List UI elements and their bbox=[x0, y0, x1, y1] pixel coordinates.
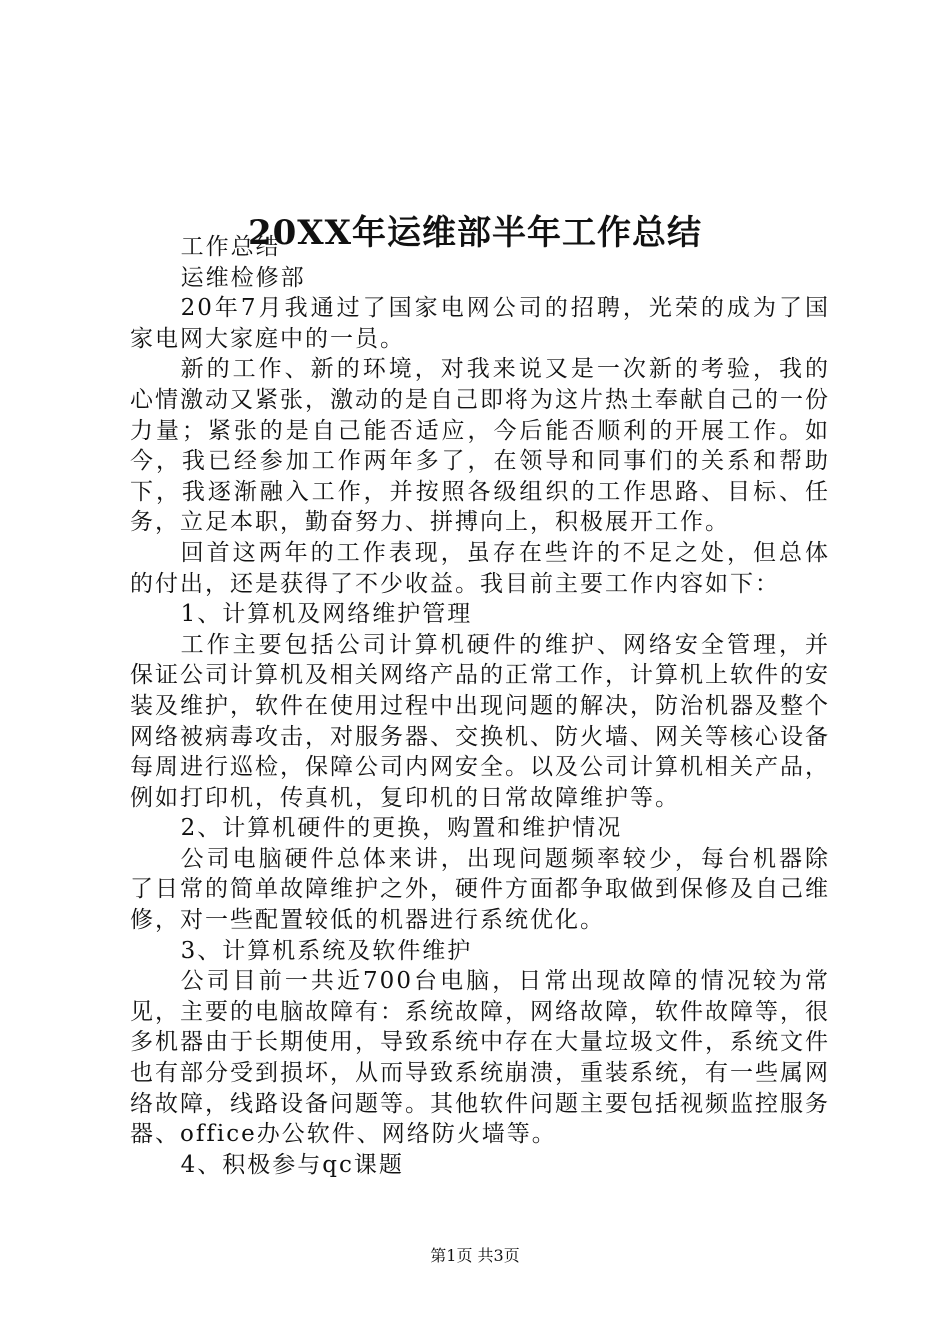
paragraph-section-3: 公司目前一共近700台电脑，日常出现故障的情况较为常见，主要的电脑故障有：系统故障，网络故障，软件故障等，很多机器由于长期使用，导致系统中存在大量垃圾文件，系统文件也有部分受到损坏，从而导致系统崩溃，重装系统，有一些属网络故障，线路设备问题等。其他软件问题主要包括视频监控服务器、office办公软件、网络防火墙等。 bbox=[130, 968, 830, 1148]
paragraph-section-1: 工作主要包括公司计算机硬件的维护、网络安全管理，并保证公司计算机及相关网络产品的正常工作，计算机上软件的安装及维护，软件在使用过程中出现问题的解决，防治机器及整个网络被病毒攻击，对服务器、交换机、防火墙、网关等核心设备每周进行巡检，保障公司内网安全。以及公司计算机相关产品，例如打印机，传真机，复印机的日常故障维护等。 bbox=[130, 631, 830, 811]
document-body bbox=[130, 232, 830, 1180]
paragraph-section-2: 公司电脑硬件总体来讲，出现问题频率较少，每台机器除了日常的简单故障维护之外，硬件方面都争取做到保修及自己维修，对一些配置较低的机器进行系统优化。 bbox=[130, 845, 830, 934]
paragraph-department: 运维检修部 bbox=[180, 264, 306, 291]
section-heading-2: 2、计算机硬件的更换，购置和维护情况 bbox=[180, 815, 623, 842]
page-number: 第1页 共3页 bbox=[430, 1246, 520, 1265]
paragraph-heading-summary: 工作总结 bbox=[180, 234, 281, 260]
section-heading-1: 1、计算机及网络维护管理 bbox=[180, 601, 473, 628]
section-heading-4: 4、积极参与qc课题 bbox=[180, 1151, 404, 1178]
section-heading-3: 3、计算机系统及软件维护 bbox=[180, 937, 473, 964]
paragraph-new-work: 新的工作、新的环境，对我来说又是一次新的考验，我的心情激动又紧张，激动的是自己即将为这片热土奉献自己的一份力量；紧张的是自己能否适应，今后能否顺利的开展工作。如今，我已经参加工作两年多了，在领导和同事们的关系和帮助下，我逐渐融入工作，并按照各级组织的工作思路、目标、任务，立足本职，勤奋努力、拼搏向上，积极展开工作。 bbox=[130, 356, 830, 536]
paragraph-intro: 20年7月我通过了国家电网公司的招聘，光荣的成为了国家电网大家庭中的一员。 bbox=[130, 295, 830, 352]
document-title: 20XX年运维部半年工作总结 bbox=[247, 212, 703, 253]
paragraph-review: 回首这两年的工作表现，虽存在些许的不足之处，但总体的付出，还是获得了不少收益。我目前主要工作内容如下： bbox=[130, 539, 830, 597]
